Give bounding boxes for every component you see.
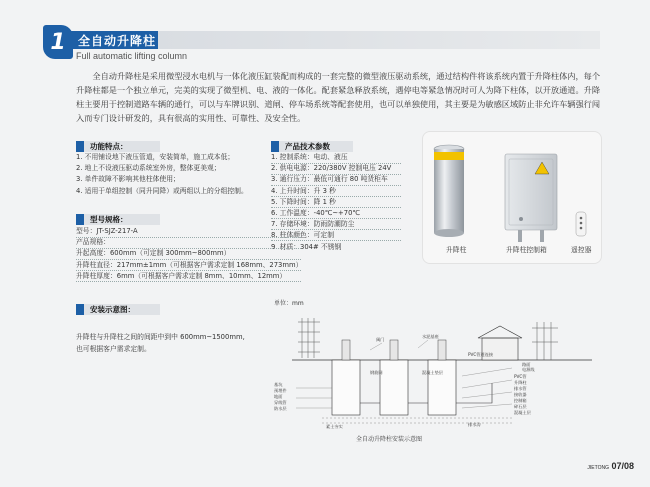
model-item: 升降柱厚度：6mm（可根据客户需求定制 8mm、10mm、12mm） [76, 271, 287, 280]
spec-item: 3. 通行压力：最低可通行 80 吨货柜车 [271, 175, 388, 184]
divider [76, 259, 301, 260]
diagram-label: 穿线管 [274, 400, 287, 405]
model-item: 型号：JT-SJZ-217-A [76, 227, 138, 235]
section-number: 1 [50, 29, 66, 55]
model-list [76, 226, 302, 282]
caption-remote: 遥控器 [571, 246, 592, 254]
diagram-caption: 全自动升降柱安装示意图 [356, 436, 423, 443]
intro-paragraph: 全自动升降柱是采用微型浸水电机与一体化液压缸装配而构成的一套完整的微型液压驱动系统，通过结构件将该系统内置于升降柱体内，每个升降柱都是一个独立单元，完美的实现了微型机、电、液的一体化。配套紧急释放系统，遇停电等紧急情况时可人为降下柱体，以开放通道。升降柱主要用于控制道路车辆的通行，可以与车牌识别、道闸、停车场系统等配套使用，也可以单独使用，其主要是为敏感区域防止非允许车辆强行闯入而专门设计研发的，具有很高的实用性、可靠性、及安全性。 [76, 71, 601, 123]
diagram-label: 水泥基座 [422, 334, 439, 339]
diagram-label: 混凝土层 [514, 410, 531, 415]
diagram-label: 钢筋网 [370, 370, 383, 375]
feature-item: 1. 不用铺设地下液压管道，安装简单，施工成本低； [76, 153, 235, 161]
divider [271, 207, 401, 208]
divider [271, 163, 401, 164]
model-item: 产品规格： [76, 238, 110, 247]
divider [271, 218, 401, 219]
diagram-label: 接收器 [514, 392, 527, 397]
divider [76, 281, 301, 282]
divider [76, 237, 301, 238]
spec-item: 8. 柱体颜色：可定制 [271, 231, 335, 240]
diagram-unit: 单位：mm [274, 300, 304, 307]
model-item: 升起高度：600mm（可定制 300mm~800mm） [76, 249, 231, 258]
spec-item: 7. 存储环境：防雨防潮防尘 [271, 220, 355, 229]
section-title: 全自动升降柱 [78, 34, 157, 48]
diagram-label: 排水管 [514, 386, 527, 391]
diagram-label: 碎石层 [514, 404, 527, 409]
feature-item: 4. 适用于单组控制（同升同降）或两组以上的分组控制。 [76, 186, 248, 195]
spec-item: 9. 材质：304# 不锈钢 [271, 242, 342, 251]
model-item: 升降柱直径：217mm±1mm（可根据客户需求定制 168mm、273mm） [76, 260, 303, 269]
diagram-label: 阀门 [376, 337, 385, 342]
spec-item: 1. 控制系统：电动、液压 [271, 153, 348, 161]
install-heading: 安装示意图： [76, 304, 160, 315]
diagram-label: 升降柱 [514, 380, 527, 385]
section-subtitle: Full automatic lifting column [76, 51, 188, 61]
feature-item: 2. 地上不设液压驱动系统室外房，整体更美观； [76, 164, 221, 173]
diagram-label: 排水沟 [468, 422, 481, 427]
features-heading: 功能特点： [76, 141, 160, 152]
specs-heading: 产品技术参数 [271, 141, 353, 152]
page-number: 07/08 [611, 461, 634, 471]
spec-item: 5. 下降时间：降 1 秒 [271, 197, 336, 206]
diagram-label: 防水层 [274, 406, 287, 411]
diagram-label: PVC管 [514, 374, 527, 379]
model-heading: 型号规格： [76, 214, 160, 225]
divider [271, 196, 401, 197]
diagram-label: 地面 [274, 394, 283, 399]
caption-control-box: 升降柱控制箱 [506, 246, 547, 254]
caption-column: 升降柱 [446, 246, 467, 254]
diagram-label: 基坑 [274, 382, 283, 387]
footer-label: JIETONG [587, 465, 609, 471]
install-text-line: 升降柱与升降柱之间的间距中到中 600mm~1500mm, [76, 333, 245, 341]
diagram-label: 素土夯实 [326, 424, 343, 429]
divider [271, 185, 401, 186]
divider [76, 248, 301, 249]
page-footer [587, 461, 634, 471]
divider [76, 270, 301, 271]
divider [271, 174, 401, 175]
diagram-label: 电源线 [522, 367, 535, 372]
diagram-label: 控制箱 [514, 398, 527, 403]
diagram-label: 路面 [522, 362, 531, 367]
diagram-label: PVC管道连接 [468, 352, 494, 357]
feature-item: 3. 单件故障不影响其他柱体使用； [76, 175, 180, 184]
features-list [76, 152, 248, 197]
spec-item: 2. 供电电源：220/380V 控制电压 24V [271, 164, 392, 173]
spec-item: 4. 上升时间：升 3 秒 [271, 186, 336, 195]
diagram-label: 预埋件 [274, 388, 287, 393]
diagram-label: 混凝土垫层 [422, 370, 443, 375]
spec-item: 6. 工作温度：-40℃~+70℃ [271, 209, 361, 218]
installation-diagram [272, 298, 600, 448]
install-text-line: 也可根据客户需求定制。 [76, 345, 151, 353]
section-number-badge [43, 25, 73, 59]
